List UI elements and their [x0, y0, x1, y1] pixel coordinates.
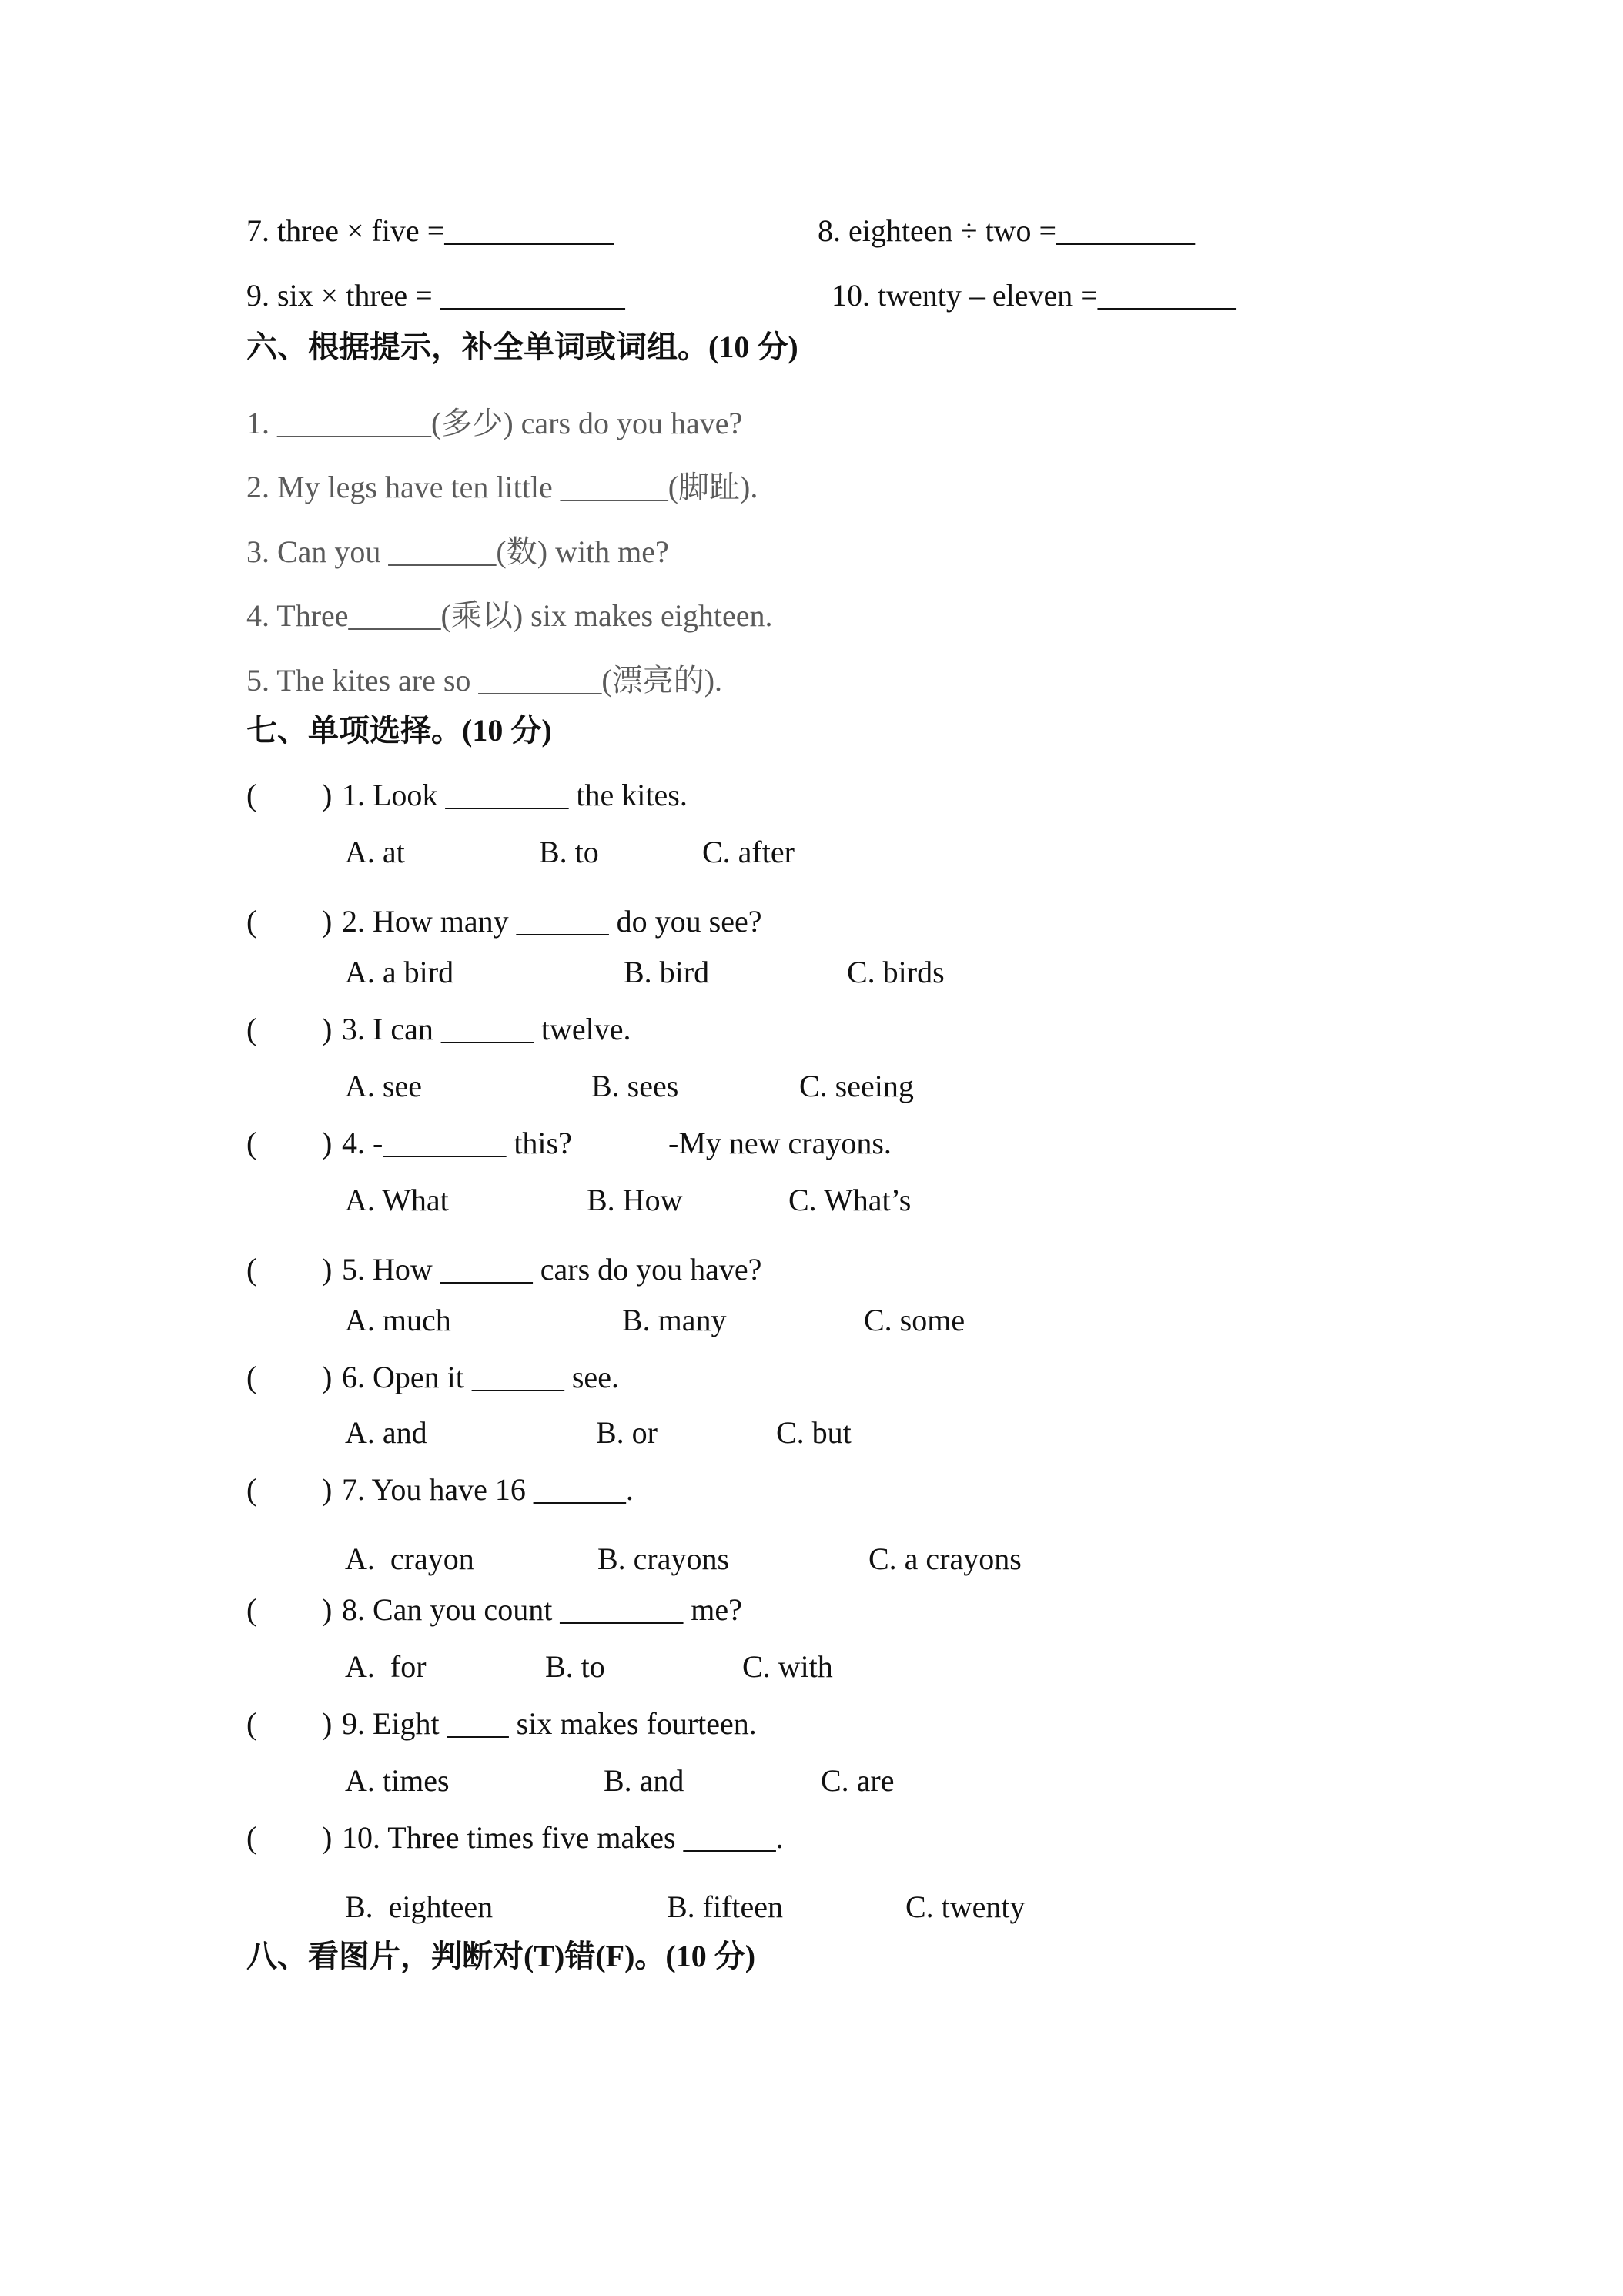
- answer-paren-close: ): [322, 778, 333, 812]
- q2-option-a: A. a bird: [345, 955, 454, 989]
- q8-option-b: B. to: [545, 1649, 605, 1684]
- question-9: 9. Eight ____ six makes fourteen.: [342, 1706, 757, 1741]
- answer-paren-close: ): [322, 1472, 333, 1507]
- answer-paren-close: ): [322, 1012, 333, 1046]
- q9-option-c: C. are: [821, 1763, 895, 1798]
- question-4-reply: -My new crayons.: [668, 1126, 892, 1160]
- q1-option-c: C. after: [702, 835, 795, 869]
- section6-heading: 六、根据提示，补全单词或词组。(10 分): [246, 330, 798, 364]
- q9-option-a: A. times: [345, 1763, 450, 1798]
- question-1: 1. Look ________ the kites.: [342, 778, 688, 812]
- q7-option-c: C. a crayons: [868, 1541, 1022, 1576]
- answer-paren-close: ): [322, 1820, 333, 1855]
- question-6: 6. Open it ______ see.: [342, 1360, 619, 1394]
- section8-heading: 八、看图片，判断对(T)错(F)。(10 分): [246, 1939, 756, 1973]
- answer-paren-open: (: [246, 1360, 257, 1394]
- q3-option-c: C. seeing: [799, 1069, 914, 1103]
- q9-option-b: B. and: [604, 1763, 684, 1798]
- math-8: 8. eighteen ÷ two =_________: [818, 213, 1195, 248]
- answer-paren-close: ): [322, 1360, 333, 1394]
- math-9: 9. six × three = ____________: [246, 278, 625, 313]
- question-10: 10. Three times five makes ______.: [342, 1820, 784, 1855]
- question-5: 5. How ______ cars do you have?: [342, 1252, 762, 1287]
- q5-option-c: C. some: [864, 1303, 965, 1337]
- answer-paren-open: (: [246, 1706, 257, 1741]
- q10-option-b: B. fifteen: [667, 1889, 784, 1924]
- s6-item-3: 3. Can you _______(数) with me?: [246, 534, 669, 569]
- section7-heading: 七、单项选择。(10 分): [246, 713, 552, 748]
- answer-paren-open: (: [246, 1012, 257, 1046]
- answer-paren-close: ): [322, 1252, 333, 1287]
- q4-option-b: B. How: [587, 1183, 683, 1217]
- answer-paren-open: (: [246, 778, 257, 812]
- q10-option-c: C. twenty: [905, 1889, 1026, 1924]
- q3-option-a: A. see: [345, 1069, 422, 1103]
- q4-option-c: C. What’s: [788, 1183, 912, 1217]
- q5-option-a: A. much: [345, 1303, 451, 1337]
- q5-option-b: B. many: [622, 1303, 727, 1337]
- s6-item-2: 2. My legs have ten little _______(脚趾).: [246, 470, 758, 504]
- q6-option-c: C. but: [776, 1415, 852, 1450]
- question-4: 4. -________ this?: [342, 1126, 572, 1160]
- q10-option-a: B. eighteen: [345, 1889, 494, 1924]
- q1-option-b: B. to: [539, 835, 599, 869]
- answer-paren-open: (: [246, 1472, 257, 1507]
- q1-option-a: A. at: [345, 835, 405, 869]
- s6-item-1: 1. __________(多少) cars do you have?: [246, 406, 743, 440]
- q8-option-c: C. with: [742, 1649, 833, 1684]
- math-7: 7. three × five =___________: [246, 213, 614, 248]
- question-7: 7. You have 16 ______.: [342, 1472, 634, 1507]
- q2-option-c: C. birds: [847, 955, 945, 989]
- q3-option-b: B. sees: [591, 1069, 679, 1103]
- answer-paren-open: (: [246, 904, 257, 939]
- answer-paren-close: ): [322, 904, 333, 939]
- answer-paren-close: ): [322, 1126, 333, 1160]
- answer-paren-close: ): [322, 1592, 333, 1627]
- answer-paren-close: ): [322, 1706, 333, 1741]
- answer-paren-open: (: [246, 1592, 257, 1627]
- q4-option-a: A. What: [345, 1183, 449, 1217]
- q6-option-a: A. and: [345, 1415, 427, 1450]
- s6-item-5: 5. The kites are so ________(漂亮的).: [246, 663, 723, 698]
- q7-option-a: A. crayon: [345, 1541, 474, 1576]
- answer-paren-open: (: [246, 1126, 257, 1160]
- s6-item-4: 4. Three______(乘以) six makes eighteen.: [246, 598, 773, 633]
- answer-paren-open: (: [246, 1252, 257, 1287]
- q8-option-a: A. for: [345, 1649, 427, 1684]
- question-8: 8. Can you count ________ me?: [342, 1592, 742, 1627]
- q7-option-b: B. crayons: [597, 1541, 730, 1576]
- question-2: 2. How many ______ do you see?: [342, 904, 762, 939]
- q2-option-b: B. bird: [624, 955, 710, 989]
- question-3: 3. I can ______ twelve.: [342, 1012, 631, 1046]
- math-10: 10. twenty – eleven =_________: [832, 278, 1236, 313]
- answer-paren-open: (: [246, 1820, 257, 1855]
- q6-option-b: B. or: [596, 1415, 658, 1450]
